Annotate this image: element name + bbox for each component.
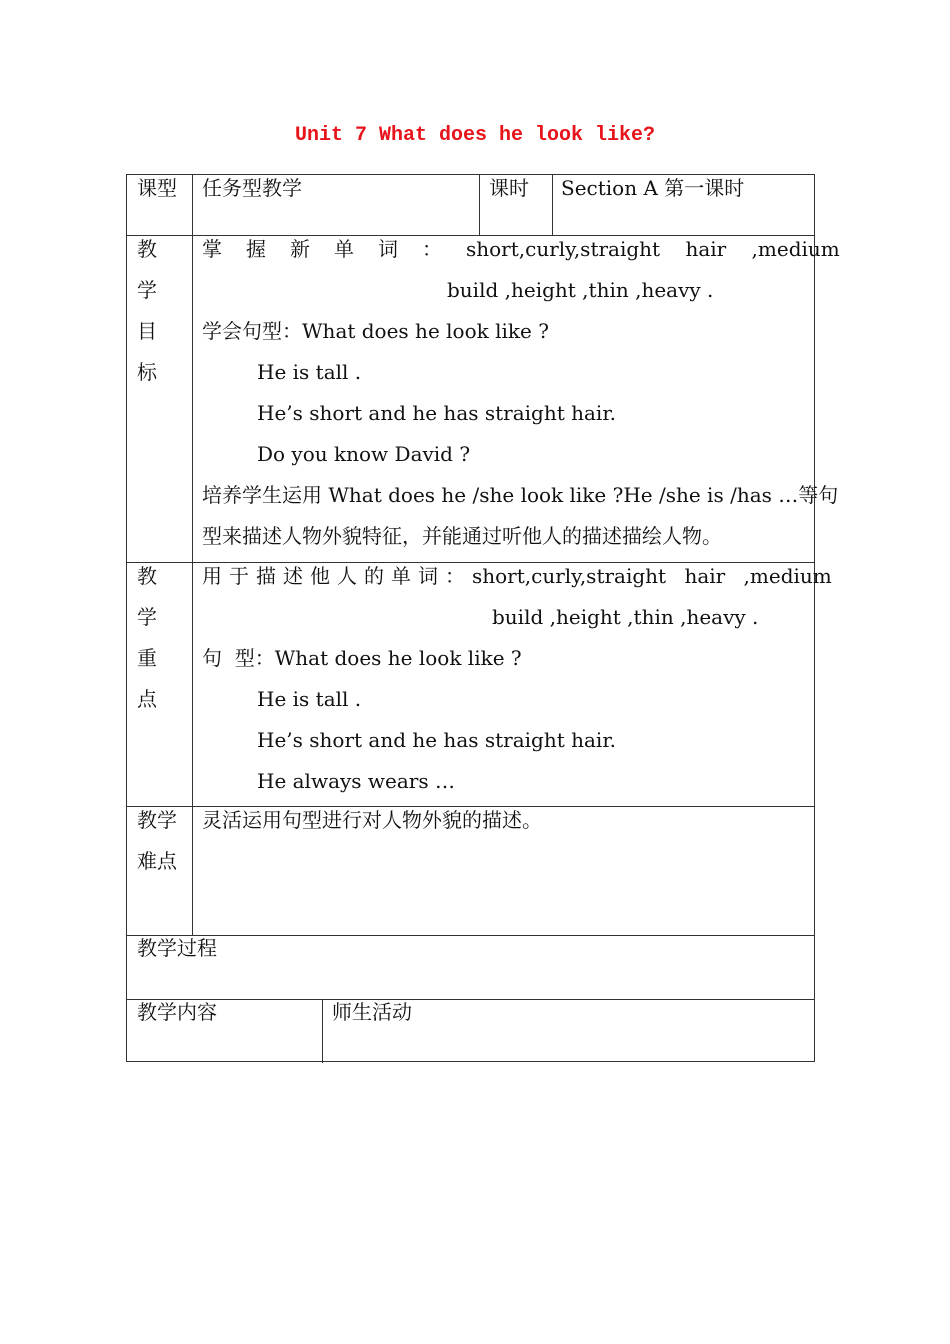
column-divider bbox=[552, 175, 553, 235]
key-sentence-line bbox=[202, 638, 522, 679]
goals-vocab-line bbox=[202, 229, 840, 270]
lesson-type-label: 课型 bbox=[137, 176, 177, 200]
key-sentence2: He is tall . bbox=[257, 687, 362, 711]
lesson-type-value: 任务型教学 bbox=[202, 176, 302, 200]
key-sentence3: He’s short and he has straight hair. bbox=[257, 728, 617, 752]
page-title: Unit 7 What does he look like? bbox=[294, 124, 656, 147]
column-divider bbox=[192, 175, 193, 935]
lesson-plan-table bbox=[126, 174, 840, 1062]
key-sentence1: What does he look like ? bbox=[274, 646, 522, 670]
goals-sentence3: He’s short and he has straight hair. bbox=[257, 401, 617, 425]
goals-sentence2: He is tall . bbox=[257, 360, 362, 384]
key-vocab-prefix: 用于描述他人的单词： bbox=[202, 564, 472, 588]
goals-sentence1: What does he look like ? bbox=[302, 319, 549, 343]
difficulty-text: 灵活运用句型进行对人物外貌的描述。 bbox=[202, 808, 542, 832]
row-divider bbox=[127, 935, 814, 936]
goals-label: 教 学 目 标 bbox=[137, 237, 157, 384]
period-value: Section A 第一课时 bbox=[561, 176, 745, 200]
period-label: 课时 bbox=[489, 176, 529, 200]
goals-sentence4: Do you know David ? bbox=[257, 442, 471, 466]
activity-label: 师生活动 bbox=[332, 1000, 412, 1024]
goals-sentence-prefix: 学会句型： bbox=[202, 319, 302, 343]
goals-vocab-prefix: 掌握新单词： bbox=[202, 237, 466, 261]
goals-ability-line1: 培养学生运用 What does he /she look like ?He /she is /has …等句 bbox=[202, 483, 839, 507]
key-points-label: 教 学 重 点 bbox=[137, 564, 157, 711]
difficulty-label: 教学 难点 bbox=[137, 808, 177, 873]
key-vocab-line1: short,curly,straight hair ,medium bbox=[472, 564, 832, 588]
key-vocab-line2: build ,height ,thin ,heavy . bbox=[492, 605, 759, 629]
content-label: 教学内容 bbox=[137, 1000, 217, 1024]
key-vocab-line bbox=[202, 556, 832, 597]
key-sentence4: He always wears … bbox=[257, 769, 455, 793]
row-divider bbox=[127, 999, 814, 1000]
goals-vocab-line1: short,curly,straight hair ,medium bbox=[466, 237, 840, 261]
process-label: 教学过程 bbox=[137, 936, 217, 960]
key-sentence-prefix: 句 型： bbox=[202, 646, 275, 670]
goals-sentence-line bbox=[202, 311, 549, 352]
goals-ability-line2: 型来描述人物外貌特征，并能通过听他人的描述描绘人物。 bbox=[202, 524, 722, 548]
column-divider bbox=[322, 999, 323, 1063]
column-divider bbox=[479, 175, 480, 235]
goals-vocab-line2: build ,height ,thin ,heavy . bbox=[447, 278, 714, 302]
